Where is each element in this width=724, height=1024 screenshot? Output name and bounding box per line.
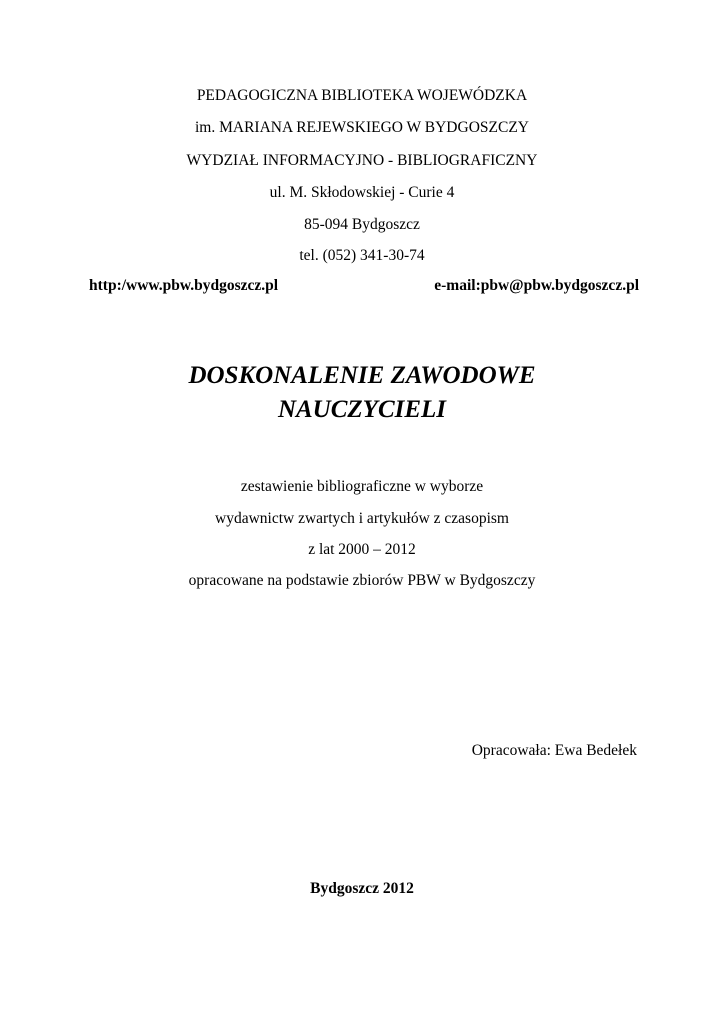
institution-name: PEDAGOGICZNA BIBLIOTEKA WOJEWÓDZKA xyxy=(196,87,528,104)
place-and-year: Bydgoszcz 2012 xyxy=(310,880,414,897)
street-address: ul. M. Skłodowskiej - Curie 4 xyxy=(269,184,455,201)
phone-number: tel. (052) 341-30-74 xyxy=(299,247,425,264)
subtitle-line-2: wydawnictw zwartych i artykułów z czasopism xyxy=(215,510,509,527)
subtitle-line-3: z lat 2000 – 2012 xyxy=(308,541,416,558)
department-name: WYDZIAŁ INFORMACYJNO - BIBLIOGRAFICZNY xyxy=(186,152,538,169)
subtitle-line-4: opracowane na podstawie zbiorów PBW w Bydgoszczy xyxy=(188,572,536,589)
email-link[interactable]: e-mail:pbw@pbw.bydgoszcz.pl xyxy=(434,277,639,294)
document-title-line-1: DOSKONALENIE ZAWODOWE xyxy=(188,362,536,389)
subtitle-line-1: zestawienie bibliograficzne w wyborze xyxy=(240,478,484,495)
author-credit: Opracowała: Ewa Bedełek xyxy=(471,742,637,759)
document-title-line-2: NAUCZYCIELI xyxy=(277,396,447,423)
postal-city: 85-094 Bydgoszcz xyxy=(304,216,420,233)
contact-row xyxy=(89,276,639,296)
institution-patron: im. MARIANA REJEWSKIEGO W BYDGOSZCZY xyxy=(195,119,529,136)
website-link[interactable]: http:/www.pbw.bydgoszcz.pl xyxy=(89,277,279,294)
